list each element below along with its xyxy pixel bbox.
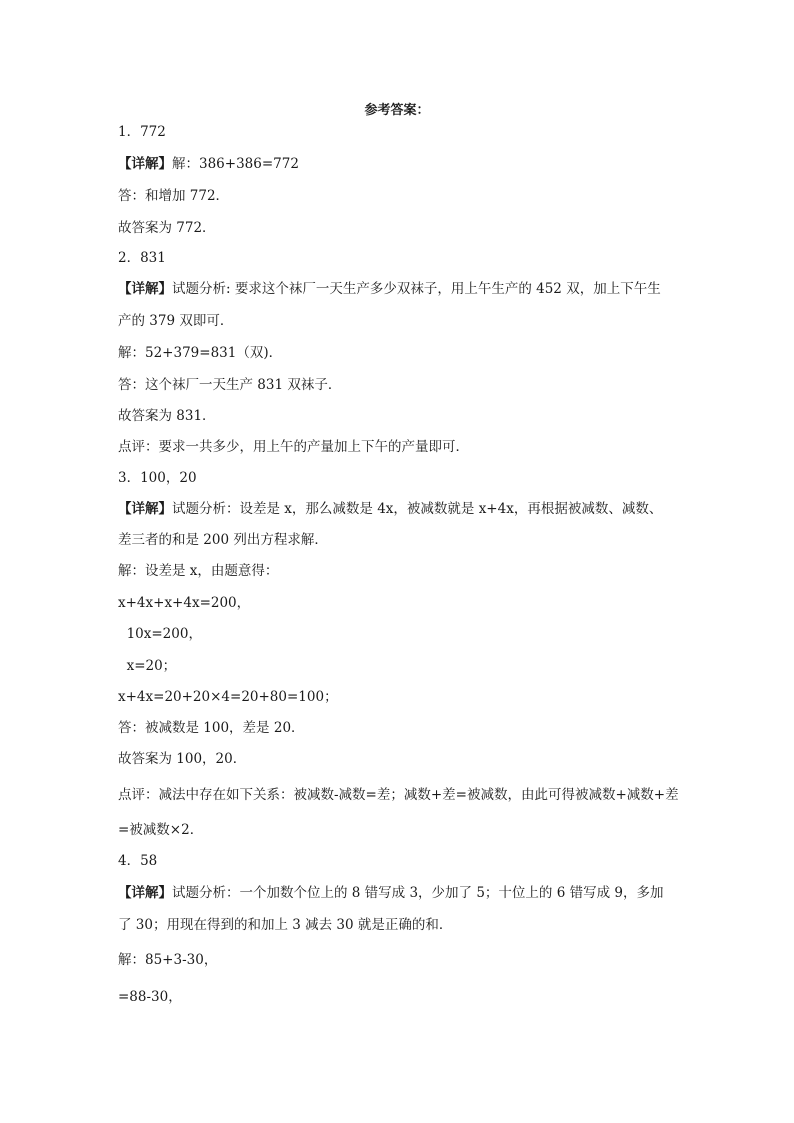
- detail-tag: 【详解】: [118, 885, 172, 901]
- detail-tag: 【详解】: [118, 281, 172, 297]
- answer-number-4: 4．58: [118, 853, 158, 869]
- detail-tag: 【详解】: [118, 156, 172, 172]
- text-line: 答：被减数是 100，差是 20．: [118, 720, 305, 736]
- text-line: 了 30；用现在得到的和加上 3 减去 30 就是正确的和．: [118, 917, 453, 933]
- equation-line: 解：85+3-30，: [118, 952, 218, 968]
- equation-line: x=20；: [118, 658, 177, 674]
- equation-line: =88-30，: [118, 989, 182, 1005]
- detail-line: 【详解】试题分析：一个加数个位上的 8 错写成 3，少加了 5；十位上的 6 错写成 9，多加: [118, 885, 664, 901]
- comment-line: 点评：减法中存在如下关系：被减数-减数=差；减数+差=被减数，由此可得被减数+减数+差: [118, 787, 679, 803]
- answer-number-1: 1．772: [118, 124, 166, 140]
- equation-line: 10x=200，: [118, 626, 202, 642]
- detail-tag: 【详解】: [118, 501, 172, 517]
- detail-line: 【详解】试题分析：设差是 x，那么减数是 4x，被减数就是 x+4x，再根据被减数、减数、: [118, 501, 663, 517]
- detail-line: 【详解】试题分析: 要求这个袜厂一天生产多少双袜子，用上午生产的 452 双，加上下午生: [118, 281, 661, 297]
- answer-number-3: 3．100，20: [118, 470, 197, 486]
- answer-line: 答：和增加 772．: [118, 188, 230, 204]
- text-line: 故答案为 831．: [118, 408, 216, 424]
- text-line: 解：52+379=831（双)．: [118, 345, 283, 361]
- text-line: 产的 379 双即可．: [118, 313, 234, 329]
- comment-line: 点评：要求一共多少，用上午的产量加上下午的产量即可．: [118, 439, 469, 455]
- text-line: 答：这个袜厂一天生产 831 双袜子．: [118, 377, 342, 393]
- answer-line: 故答案为 772．: [118, 220, 216, 236]
- equation-line: x+4x+x+4x=200，: [118, 595, 251, 611]
- text-line: =被减数×2．: [118, 822, 204, 838]
- page-title: 参考答案：: [364, 103, 430, 118]
- text-line: 故答案为 100，20．: [118, 751, 247, 767]
- text-line: 差三者的和是 200 列出方程求解．: [118, 532, 328, 548]
- text-line: 解：设差是 x，由题意得：: [118, 563, 279, 579]
- answer-number-2: 2．831: [118, 250, 166, 266]
- detail-line: 【详解】解：386+386=772: [118, 156, 299, 172]
- equation-line: x+4x=20+20×4=20+80=100；: [118, 689, 338, 705]
